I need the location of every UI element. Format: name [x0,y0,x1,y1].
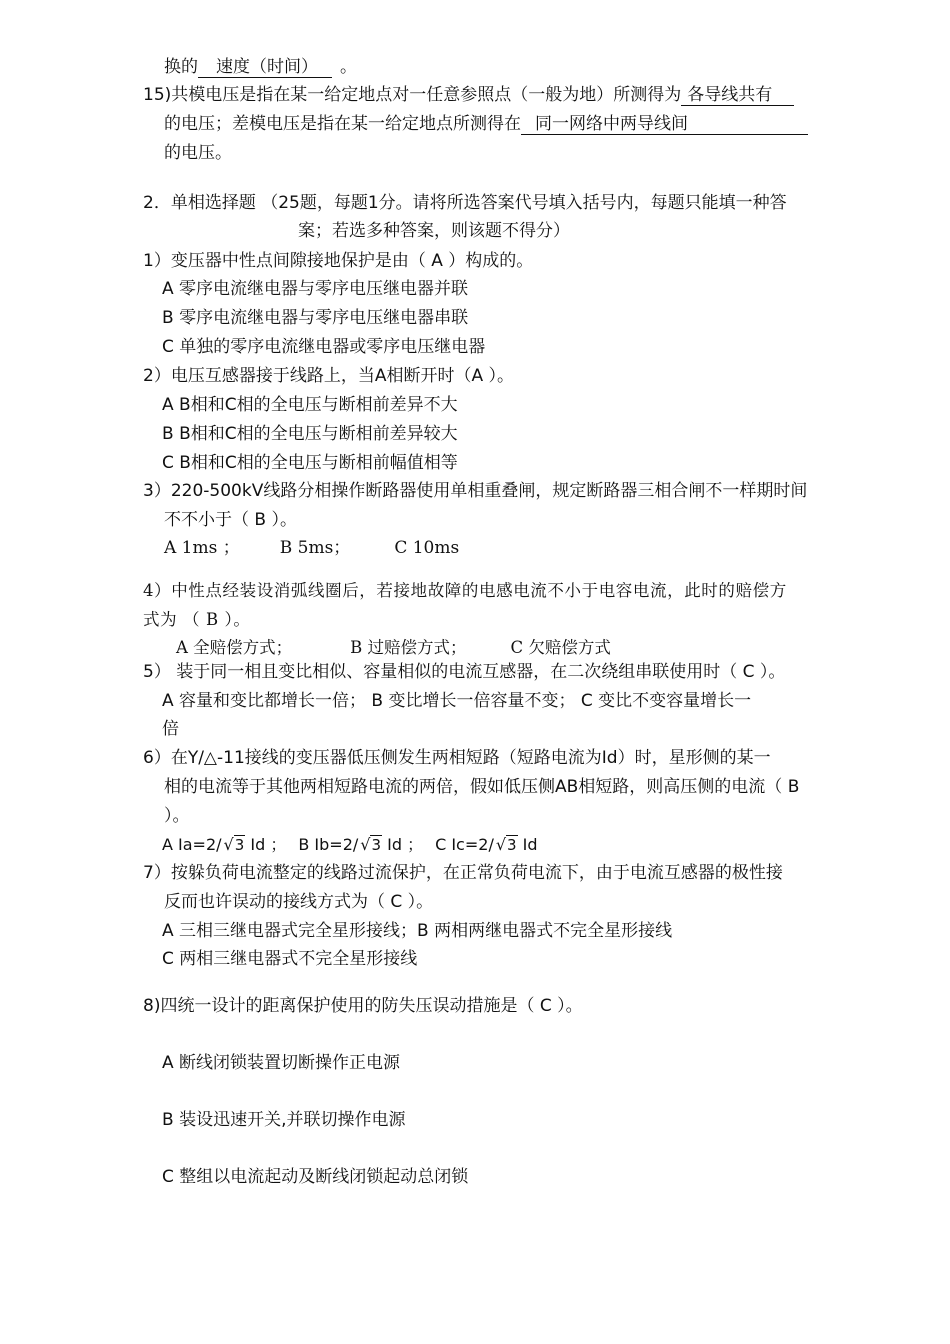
question-1: 1）变压器中性点间隙接地保护是由（ A ）构成的。 [143,251,534,271]
question-4: 4）中性点经装设消弧线圈后，若接地故障的电感电流不小于电容电流，此时的赔偿方 [143,581,787,600]
question-15-end: 的电压。 [164,143,232,163]
options-5: A 容量和变比都增长一倍； B 变比增长一倍容量不变； C 变比不变容量增长一 [162,691,752,711]
question-6-end: ）。 [164,806,190,826]
answer-blank: 各导线共有 [681,85,794,106]
question-6-cont: 相的电流等于其他两相短路电流的两倍，假如低压侧AB相短路，则高压侧的电流（ B [164,777,800,797]
option-2c: C B相和C相的全电压与断相前幅值相等 [162,453,458,473]
options-5-cont: 倍 [162,719,179,739]
answer-blank: 同一网络中两导线间 [521,114,808,135]
sqrt-symbol: √3 [360,835,382,854]
options-7-cont: C 两相三继电器式不完全星形接线 [162,949,418,969]
option-6c: C Ic=2/ [435,835,494,854]
question-8: 8)四统一设计的距离保护使用的防失压误动措施是（ C ）。 [143,996,583,1016]
radicand: 3 [234,836,245,854]
option-8b: B 装设迅速开关,并联切操作电源 [162,1110,406,1130]
option-4c: C 欠赔偿方式 [510,638,611,657]
options-3 [164,537,459,559]
option-3a: A 1ms ； [164,538,240,558]
question-6: 6）在Y/△-11接线的变压器低压侧发生两相短路（短路电流为Id）时，星形侧的某一 [143,748,771,768]
options-4 [176,637,611,659]
option-4a: A 全赔偿方式； [176,638,293,657]
question-3-cont: 不不小于（ B ）。 [164,510,297,530]
option-2a: A B相和C相的全电压与断相前差异不大 [162,395,458,415]
option-3b: B 5ms； [279,538,351,558]
option-3c: C 10ms [394,538,460,558]
answer-blank: 速度（时间） [198,57,332,78]
question-7: 7）按躲负荷电流整定的线路过流保护，在正常负荷电流下，由于电流互感器的极性接 [143,863,783,883]
question-3: 3）220-500kV线路分相操作断路器使用单相重叠闸，规定断路器三相合闸不一样期时间 [143,481,808,501]
option-6a: A Ia=2/ [162,835,222,854]
question-7-cont: 反而也许误动的接线方式为（ C ）。 [164,892,434,912]
section-heading-cont: 案；若选多种答案，则该题不得分） [298,221,570,241]
options-6 [162,834,538,856]
section-heading: 2．单相选择题 （25题，每题1分。请将所选答案代号填入括号内，每题只能填一种答 [143,193,787,213]
text: Id ； [382,835,424,854]
option-8c: C 整组以电流起动及断线闭锁起动总闭锁 [162,1167,469,1187]
question-15-cont [164,113,808,135]
options-7: A 三相三继电器式完全星形接线；B 两相两继电器式不完全星形接线 [162,921,673,941]
option-1b: B 零序电流继电器与零序电压继电器串联 [162,308,469,328]
radicand: 3 [371,836,382,854]
option-6b: B Ib=2/ [298,835,359,854]
option-1a: A 零序电流继电器与零序电压继电器并联 [162,279,469,299]
option-8a: A 断线闭锁装置切断操作正电源 [162,1053,401,1073]
text: 换的 [164,57,198,77]
line-speed-answer [164,56,357,78]
text: Id [517,835,538,854]
question-15 [143,84,794,106]
question-5: 5） 装于同一相且变比相似、容量相似的电流互感器，在二次绕组串联使用时（ C ）。 [143,662,786,682]
option-2b: B B相和C相的全电压与断相前差异较大 [162,424,458,444]
sqrt-symbol: √3 [495,835,517,854]
text: 15)共模电压是指在某一给定地点对一任意参照点（一般为地）所测得为 [143,85,682,105]
option-1c: C 单独的零序电流继电器或零序电压继电器 [162,337,486,357]
text: Id ； [245,835,287,854]
question-2: 2）电压互感器接于线路上，当A相断开时（A ）。 [143,366,514,386]
sqrt-symbol: √3 [223,835,245,854]
text: 的电压；差模电压是指在某一给定地点所测得在 [164,114,521,134]
radicand: 3 [507,836,517,854]
option-4b: B 过赔偿方式； [350,638,467,657]
text: 。 [340,57,357,77]
question-4-cont: 式为 （ B ）。 [143,610,251,629]
